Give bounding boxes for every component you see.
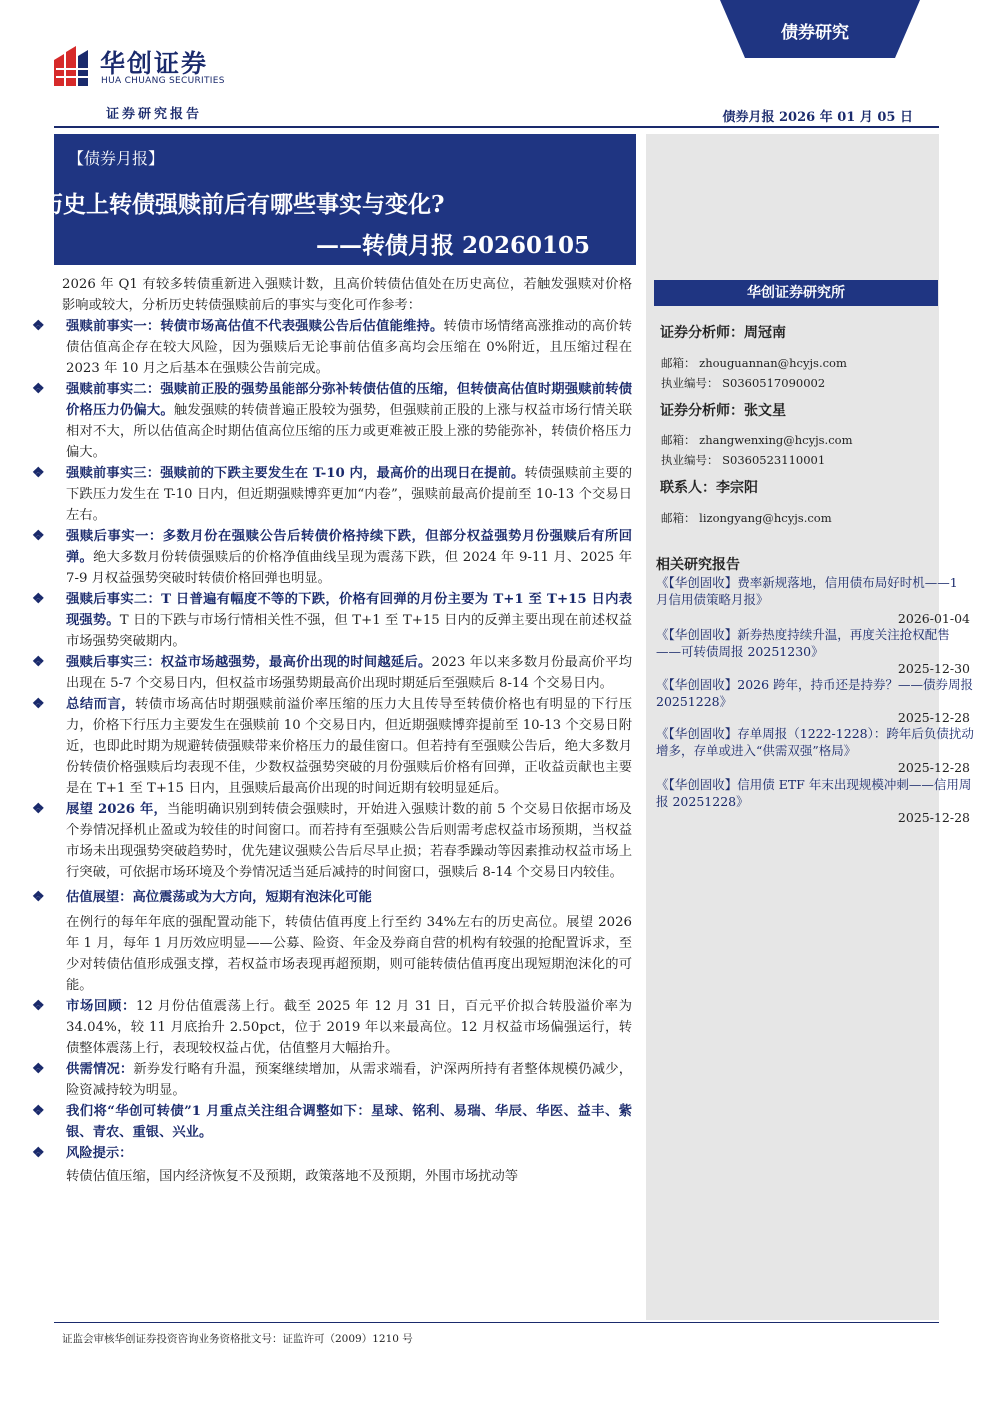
- bullet-heading: 供需情况：: [66, 1062, 134, 1077]
- bullet-heading: 估值展望：高位震荡或为大方向，短期有泡沫化可能: [66, 890, 372, 905]
- diamond-bullet-icon: ❖: [32, 801, 45, 817]
- bullet-item: [32, 589, 633, 652]
- bullet-item: [32, 526, 633, 589]
- diamond-bullet-icon: ❖: [32, 696, 45, 712]
- bullet-text: 转债强赎前主要的下跌压力发生在 T-10 日内，但近期强赎博弈更加“内卷”，强赎前最高价提前至 10-13 个交易日左右。: [66, 466, 633, 523]
- diamond-bullet-icon: ❖: [32, 1103, 45, 1119]
- bullet-heading: 我们将“华创可转债”1 月重点关注组合调整如下：星球、铭利、易瑞、华辰、华医、益丰、紫银、青农、重银、兴业。: [66, 1104, 632, 1140]
- bullet-text: 当能明确识别到转债会强赎时，开始进入强赎计数的前 5 个交易日依据市场及个券情况择机止盈或为较佳的时间窗口。而若持有至强赎公告后则需考虑权益市场预期，当权益市场未出现强势突破趋势时，优先建议强赎公告后尽早止损；若春季躁动等因素推动权益市场上行突破，可依据市场环境及个券情况适当延后减持的时间窗口，强赎后 8-14 个交易日内较佳。: [66, 802, 632, 880]
- bullet-heading: 强赎前事实一：转债市场高估值不代表强赎公告后估值能维持。: [66, 319, 444, 334]
- diamond-bullet-icon: ❖: [32, 889, 45, 905]
- analyst-name: 证券分析师：张文星: [660, 403, 786, 419]
- bullet-item: [32, 996, 633, 1059]
- related-report-date: 2025-12-30: [897, 661, 970, 676]
- related-report-date: 2025-12-28: [897, 810, 970, 825]
- related-reports-heading: 相关研究报告: [656, 557, 740, 573]
- bullet-item: [32, 316, 633, 379]
- header-divider: [54, 126, 939, 128]
- diamond-bullet-icon: ❖: [32, 381, 45, 397]
- report-date: 债券月报 2026 年 01 月 05 日: [722, 110, 913, 125]
- footer-license: 证监会审核华创证券投资咨询业务资格批文号：证监许可（2009）1210 号: [62, 1333, 413, 1345]
- contact-name: 联系人：李宗阳: [660, 480, 758, 496]
- diamond-bullet-icon: ❖: [32, 591, 45, 607]
- diamond-bullet-icon: ❖: [32, 654, 45, 670]
- diamond-bullet-icon: ❖: [32, 998, 45, 1014]
- related-report-link[interactable]: 《【华创固收】2026 跨年，持币还是持券？——债券周报 20251228》: [656, 677, 974, 709]
- bullet-text: 新券发行略有升温，预案继续增加，从需求端看，沪深两所持有者整体规模仍减少，险资减持较为明显。: [66, 1062, 633, 1098]
- related-report-link[interactable]: 《【华创固收】存单周报（1222-1228）：跨年后负债扰动增多，存单或进入“供需双强”格局》: [656, 726, 974, 758]
- report-subtitle: ——转债月报 20260105: [316, 232, 591, 259]
- analyst-cert-number: 执业编号： S0360517090002: [661, 376, 826, 390]
- related-report-link[interactable]: 《【华创固收】信用债 ETF 年末出现规模冲刺——信用周报 20251228》: [656, 777, 972, 809]
- footer-divider: [54, 1322, 939, 1323]
- bullet-heading: 市场回顾：: [66, 999, 136, 1014]
- diamond-bullet-icon: ❖: [32, 1145, 45, 1161]
- bullet-item: [32, 463, 633, 526]
- bullet-heading: 展望 2026 年，: [66, 802, 168, 817]
- related-report-date: 2026-01-04: [897, 611, 970, 626]
- bullet-item: [32, 652, 632, 694]
- institute-label: 华创证券研究所: [654, 280, 938, 306]
- diamond-bullet-icon: ❖: [32, 1061, 45, 1077]
- bullet-item: [32, 887, 632, 908]
- banner-report-type: 【债券月报】: [68, 149, 165, 168]
- bullet-item: [32, 1101, 632, 1143]
- bullet-text: 绝大多数月份转债强赎后的价格净值曲线呈现为震荡下跌，但 2024 年 9-11 月、2025 年 7-9 月权益强势突破时转债价格回弹也明显。: [66, 550, 633, 586]
- bullet-heading: 强赎后事实三：权益市场越强势，最高价出现的时间越延后。: [66, 655, 432, 670]
- diamond-bullet-icon: ❖: [32, 465, 45, 481]
- bullet-heading: 强赎前事实三：强赎前的下跌主要发生在 T-10 内，最高价的出现日在提前。: [66, 466, 525, 481]
- bullet-item: [32, 1059, 633, 1101]
- risk-paragraph: 转债估值压缩，国内经济恢复不及预期，政策落地不及预期，外围市场扰动等: [66, 1169, 519, 1184]
- bullet-text: 转债市场高估时期强赎前溢价率压缩的压力大且传导至转债价格也有明显的下行压力，价格下行压力主要发生在强赎前 10 个交易日内，但近期强赎博弈提前至 10-13 个交易日附近，也即此时期为规避转债强赎带来价格压力的最佳窗口。但若持有至强赎公告后，绝大多数月份转债价格强赎后均表现不佳，少数权益强势突破的月份强赎后价格有回弹，正收益贡献也主要是在 T+1 至 T+15 日内，且强赎后最高价出现的时间近期有较明显延后。: [66, 697, 633, 796]
- company-logo-text: 华创证券: [100, 49, 209, 78]
- intro-paragraph: 2026 年 Q1 有较多转债重新进入强赎计数，且高价转债估值处在历史高位，若触发强赎对价格影响或较大，分析历史转债强赎前后的事实与变化可作参考：: [62, 277, 632, 313]
- report-type-tag: 证券研究报告: [106, 107, 203, 122]
- bullet-item: [32, 694, 633, 799]
- related-report-link[interactable]: 《【华创固收】新券热度持续升温，再度关注抢权配售——可转债周报 20251230》: [656, 627, 950, 659]
- company-logo-english: HUA CHUANG SECURITIES: [101, 76, 225, 86]
- report-title: 历史上转债强赎前后有哪些事实与变化?: [40, 191, 445, 218]
- related-report-date: 2025-12-28: [897, 760, 970, 775]
- category-label: 债券研究: [781, 23, 849, 43]
- analyst-email[interactable]: 邮箱： zhouguannan@hcyjs.com: [661, 356, 847, 370]
- bullet-heading: 强赎前事实二：强赎前正股的强势虽能部分弥补转债估值的压缩，但转债高估值时期强赎前转债价格压力仍偏大。: [66, 382, 632, 418]
- bullet-heading: 强赎后事实二：T 日普遍有幅度不等的下跌，价格有回弹的月份主要为 T+1 至 T+15 日内表现强势。: [66, 592, 632, 628]
- bullet-text: 触发强赎的转债普遍正股较为强势，但强赎前正股的上涨与权益市场行情关联相对不大，所以估值高企时期估值高位压缩的压力或更难被正股上涨的势能弥补，转债价格压力偏大。: [66, 403, 633, 460]
- bullet-text: 12 月份估值震荡上行。截至 2025 年 12 月 31 日，百元平价拟合转股溢价率为 34.04%，较 11 月底抬升 2.50pct，位于 2019 年以来最高位。12 月权益市场偏强运行，转债整体震荡上行，表现较权益占优，估值整月大幅抬升。: [66, 999, 633, 1056]
- diamond-bullet-icon: ❖: [32, 528, 45, 544]
- related-report-date: 2025-12-28: [897, 710, 970, 725]
- diamond-bullet-icon: ❖: [32, 318, 45, 334]
- bullet-item: [32, 1143, 632, 1164]
- bullet-heading: 风险提示：: [66, 1146, 133, 1161]
- bullet-text: T 日的下跌与市场行情相关性不强，但 T+1 至 T+15 日内的反弹主要出现在前述权益市场强势突破期内。: [66, 613, 633, 649]
- bullet-item: [32, 379, 633, 463]
- bullet-text: 2023 年以来多数月份最高价平均出现在 5-7 个交易日内，但权益市场强势期最高价出现时期延后至强赎后 8-14 个交易日内。: [66, 655, 632, 691]
- bullet-heading: 强赎后事实一：多数月份在强赎公告后转债价格持续下跌，但部分权益强势月份强赎后有所回弹。: [66, 529, 632, 565]
- report-body: [32, 274, 633, 1187]
- bullet-item: [32, 799, 632, 883]
- contact-email[interactable]: 邮箱： lizongyang@hcyjs.com: [661, 511, 832, 525]
- analyst-cert-number: 执业编号： S0360523110001: [661, 453, 826, 467]
- analyst-name: 证券分析师：周冠南: [660, 325, 786, 341]
- valuation-paragraph: 在例行的每年年底的强配置动能下，转债估值再度上行至约 34%左右的历史高位。展望 2026 年 1 月，每年 1 月历效应明显——公募、险资、年金及券商自营的机构有较强的抢配置诉求，至少对转债估值形成强支撑，若权益市场表现再超预期，则可能转债估值再度出现短期泡沫化的可能。: [66, 915, 632, 993]
- company-logo-mark: [54, 46, 94, 86]
- bullet-text: 转债市场情绪高涨推动的高价转债估值高企存在较大风险，因为强赎后无论事前估值多高均会压缩在 0%附近，且压缩过程在 2023 年 10 月之后基本在强赎公告前完成。: [66, 319, 633, 376]
- related-report-link[interactable]: 《【华创固收】费率新规落地，信用债布局好时机——1 月信用债策略月报》: [656, 575, 958, 607]
- bullet-heading: 总结而言，: [66, 697, 136, 712]
- analyst-email[interactable]: 邮箱： zhangwenxing@hcyjs.com: [661, 433, 853, 447]
